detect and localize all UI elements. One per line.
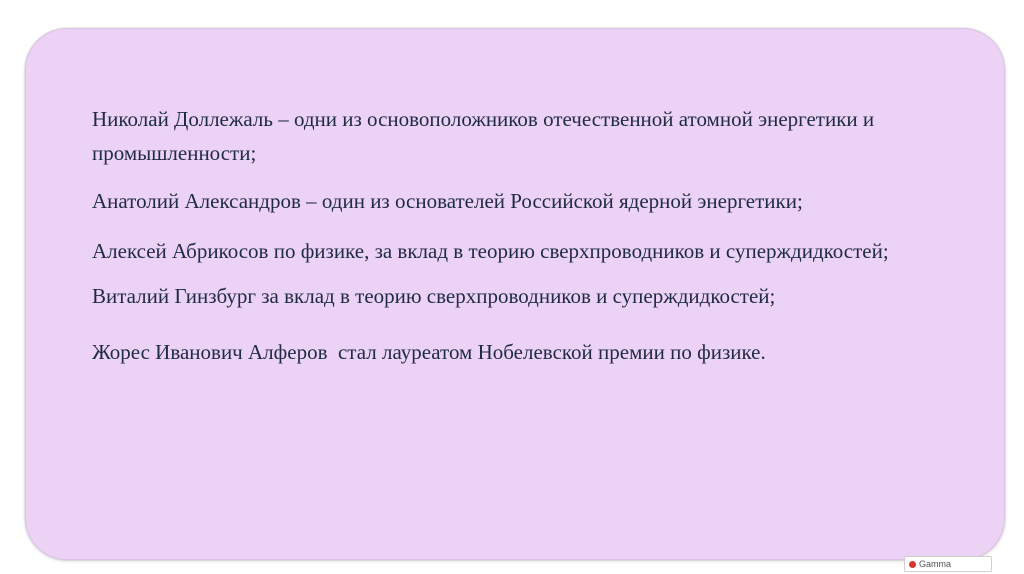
paragraph-abrikosov: Алексей Абрикосов по физике, за вклад в теорию сверхпроводников и суперждидкостей; <box>92 239 889 263</box>
paragraph-aleksandrov: Анатолий Александров – один из основателей Российской ядерной энергетики; <box>92 189 803 213</box>
paragraph-alferov: Жорес Иванович Алферов стал лауреатом Нобелевской премии по физике. <box>92 340 766 364</box>
paragraph-dollezhal: Николай Доллежаль – одни из основоположников отечественной атомной энергетики и промышленности; <box>92 107 880 165</box>
gamma-logo-icon <box>909 561 916 568</box>
badge-label: Gamma <box>919 559 952 569</box>
slide-text-block <box>92 102 972 369</box>
made-with-badge[interactable] <box>904 556 992 572</box>
paragraph-ginzburg: Виталий Гинзбург за вклад в теорию сверхпроводников и суперждидкостей; <box>92 284 776 308</box>
